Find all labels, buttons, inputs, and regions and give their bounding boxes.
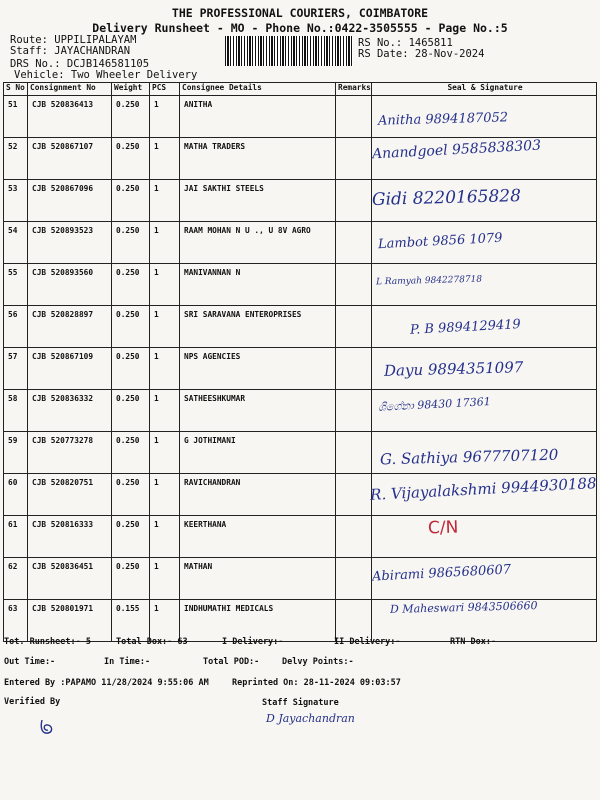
row-remarks — [336, 180, 372, 222]
row-consignee-text: MANIVANNAN N — [184, 268, 241, 277]
row-sno — [4, 432, 28, 474]
staff-signature-scrawl: D Jayachandran — [266, 712, 355, 725]
barcode-image — [225, 36, 353, 66]
row-consignee — [180, 264, 336, 306]
row-sno-text: 62 — [8, 562, 18, 571]
row-consignment-no-text: CJB 520828897 — [32, 310, 94, 319]
row-weight-text: 0.250 — [116, 226, 140, 235]
handwritten-signature: Gidi 8220165828 — [371, 186, 522, 210]
ii-delivery: II Delivery:- — [334, 637, 401, 647]
row-pcs — [150, 390, 180, 432]
row-weight — [112, 306, 150, 348]
row-consignee — [180, 432, 336, 474]
row-sno — [4, 600, 28, 642]
row-pcs-text: 1 — [154, 184, 159, 193]
handwritten-signature: ශිගේනා 98430 17361 — [377, 395, 492, 414]
row-weight-text: 0.250 — [116, 562, 140, 571]
row-consignment-no-text: CJB 520893523 — [32, 226, 94, 235]
row-consignment-no — [28, 264, 112, 306]
row-weight-text: 0.250 — [116, 310, 140, 319]
row-consignee-text: JAI SAKTHI STEELS — [184, 184, 264, 193]
row-remarks — [336, 138, 372, 180]
row-remarks — [336, 390, 372, 432]
row-remarks — [336, 516, 372, 558]
entered-by: Entered By :PAPAMO 11/28/2024 9:55:06 AM — [4, 678, 209, 688]
in-time: In Time:- — [104, 657, 151, 667]
row-consignment-no-text: CJB 520867096 — [32, 184, 94, 193]
rs-date: RS Date: 28-Nov-2024 — [358, 48, 485, 60]
delvy-points: Delvy Points:- — [282, 657, 354, 667]
row-remarks — [336, 264, 372, 306]
row-consignee — [180, 390, 336, 432]
row-weight — [112, 264, 150, 306]
row-remarks — [336, 558, 372, 600]
handwritten-signature: P. B 9894129419 — [409, 317, 522, 338]
row-sno-text: 59 — [8, 436, 18, 445]
row-consignee — [180, 138, 336, 180]
verifier-signature-mark — [36, 716, 58, 738]
row-weight-text: 0.250 — [116, 142, 140, 151]
row-pcs-text: 1 — [154, 604, 159, 613]
table-row — [4, 516, 597, 558]
row-consignment-no — [28, 96, 112, 138]
row-consignment-no — [28, 138, 112, 180]
row-weight — [112, 96, 150, 138]
row-consignment-no — [28, 516, 112, 558]
col-consignment: Consignment No — [28, 83, 112, 96]
row-remarks — [336, 432, 372, 474]
row-consignment-no — [28, 222, 112, 264]
row-sno — [4, 264, 28, 306]
row-weight-text: 0.155 — [116, 604, 140, 613]
row-consignee — [180, 96, 336, 138]
staff-signature-label: Staff Signature — [262, 698, 339, 708]
row-consignee-text: ANITHA — [184, 100, 213, 109]
row-consignee — [180, 180, 336, 222]
row-remarks — [336, 222, 372, 264]
row-consignee-text: SATHEESHKUMAR — [184, 394, 246, 403]
row-consignment-no — [28, 306, 112, 348]
verified-by: Verified By — [4, 697, 61, 707]
row-remarks — [336, 348, 372, 390]
row-weight-text: 0.250 — [116, 436, 140, 445]
row-consignment-no — [28, 474, 112, 516]
row-consignment-no-text: CJB 520820751 — [32, 478, 94, 487]
handwritten-signature: Abirami 9865680607 — [371, 562, 512, 585]
row-weight — [112, 474, 150, 516]
row-remarks — [336, 96, 372, 138]
row-pcs — [150, 432, 180, 474]
row-remarks — [336, 600, 372, 642]
row-weight-text: 0.250 — [116, 520, 140, 529]
row-consignment-no — [28, 558, 112, 600]
row-pcs-text: 1 — [154, 394, 159, 403]
col-consignee: Consignee Details — [180, 83, 336, 96]
row-consignment-no-text: CJB 520836451 — [32, 562, 94, 571]
row-consignment-no — [28, 600, 112, 642]
row-pcs-text: 1 — [154, 478, 159, 487]
row-pcs — [150, 138, 180, 180]
row-consignee-text: NPS AGENCIES — [184, 352, 241, 361]
handwritten-signature: R. Vijayalakshmi 9944930188 — [369, 474, 597, 504]
table-row — [4, 390, 597, 432]
row-weight — [112, 432, 150, 474]
row-sno — [4, 348, 28, 390]
row-weight — [112, 222, 150, 264]
row-consignment-no — [28, 180, 112, 222]
handwritten-signature: Anandgoel 9585838303 — [371, 137, 542, 163]
row-weight — [112, 348, 150, 390]
col-seal-signature: Seal & Signature — [372, 83, 597, 96]
rs-number: RS No.: 1465811 — [358, 37, 453, 49]
row-pcs-text: 1 — [154, 100, 159, 109]
i-delivery: I Delivery:- — [222, 637, 284, 647]
row-consignee-text: INDHUMATHI MEDICALS — [184, 604, 274, 613]
row-pcs-text: 1 — [154, 562, 159, 571]
row-pcs-text: 1 — [154, 268, 159, 277]
row-sno-text: 55 — [8, 268, 18, 277]
row-sno-text: 57 — [8, 352, 18, 361]
row-sno — [4, 558, 28, 600]
row-sno-text: 54 — [8, 226, 18, 235]
row-consignee — [180, 516, 336, 558]
row-consignee-text: MATHAN — [184, 562, 213, 571]
row-pcs — [150, 222, 180, 264]
row-pcs — [150, 96, 180, 138]
row-weight — [112, 180, 150, 222]
row-consignment-no-text: CJB 520867107 — [32, 142, 94, 151]
row-pcs — [150, 474, 180, 516]
row-consignee-text: RAAM MOHAN N U ., U 8V AGRO — [184, 226, 311, 235]
row-consignment-no — [28, 432, 112, 474]
row-pcs-text: 1 — [154, 520, 159, 529]
table-row — [4, 222, 597, 264]
tot-runsheet: Tot. Runsheet:- 5 — [4, 637, 91, 647]
row-consignment-no-text: CJB 520893560 — [32, 268, 94, 277]
runsheet-subtitle: Delivery Runsheet - MO - Phone No.:0422-3505555 - Page No.:5 — [92, 21, 508, 35]
row-pcs — [150, 516, 180, 558]
row-consignment-no — [28, 348, 112, 390]
row-weight-text: 0.250 — [116, 100, 140, 109]
row-pcs — [150, 306, 180, 348]
row-consignment-no-text: CJB 520773278 — [32, 436, 94, 445]
row-sno — [4, 96, 28, 138]
row-consignee-text: RAVICHANDRAN — [184, 478, 241, 487]
row-consignee-text: KEERTHANA — [184, 520, 227, 529]
table-row — [4, 264, 597, 306]
row-weight-text: 0.250 — [116, 394, 140, 403]
handwritten-signature: Anitha 9894187052 — [377, 110, 509, 129]
row-pcs — [150, 558, 180, 600]
handwritten-signature: G. Sathiya 9677707120 — [379, 445, 559, 469]
row-consignee — [180, 222, 336, 264]
col-sno: S No — [4, 83, 28, 96]
row-pcs — [150, 264, 180, 306]
row-sno — [4, 222, 28, 264]
row-weight — [112, 390, 150, 432]
row-pcs-text: 1 — [154, 142, 159, 151]
row-sno-text: 52 — [8, 142, 18, 151]
row-sno-text: 61 — [8, 520, 18, 529]
row-sno-text: 60 — [8, 478, 18, 487]
handwritten-signature: Dayu 9894351097 — [383, 358, 524, 380]
route-label: Route: UPPILIPALAYAM — [10, 34, 137, 46]
row-pcs — [150, 348, 180, 390]
row-consignee — [180, 600, 336, 642]
row-sno-text: 53 — [8, 184, 18, 193]
row-sno-text: 58 — [8, 394, 18, 403]
row-pcs-text: 1 — [154, 310, 159, 319]
row-weight-text: 0.250 — [116, 184, 140, 193]
row-sno — [4, 474, 28, 516]
total-dox: Total Dox:- 63 — [116, 637, 188, 647]
table-header-row — [4, 83, 597, 96]
row-sno — [4, 306, 28, 348]
row-sno-text: 56 — [8, 310, 18, 319]
row-pcs-text: 1 — [154, 436, 159, 445]
row-consignment-no-text: CJB 520816333 — [32, 520, 94, 529]
vehicle-label: Vehicle: Two Wheeler Delivery — [14, 69, 198, 81]
row-weight — [112, 138, 150, 180]
row-consignee — [180, 348, 336, 390]
row-weight — [112, 516, 150, 558]
staff-label: Staff: JAYACHANDRAN — [10, 45, 131, 57]
row-pcs-text: 1 — [154, 352, 159, 361]
row-seal-signature — [372, 516, 597, 558]
row-consignee — [180, 306, 336, 348]
handwritten-signature: C/N — [427, 517, 459, 539]
col-weight: Weight — [112, 83, 150, 96]
reprinted-on: Reprinted On: 28-11-2024 09:03:57 — [232, 678, 401, 688]
out-time: Out Time:- — [4, 657, 56, 667]
handwritten-signature: L Ramyah 9842278718 — [375, 274, 483, 288]
row-remarks — [336, 306, 372, 348]
handwritten-signature: Lambot 9856 1079 — [377, 230, 503, 253]
row-weight-text: 0.250 — [116, 352, 140, 361]
row-sno — [4, 138, 28, 180]
row-sno-text: 63 — [8, 604, 18, 613]
row-sno — [4, 390, 28, 432]
row-consignment-no-text: CJB 520836332 — [32, 394, 94, 403]
row-sno-text: 51 — [8, 100, 18, 109]
drs-number: DRS No.: DCJB146581105 — [10, 58, 150, 70]
row-pcs — [150, 180, 180, 222]
row-consignee — [180, 558, 336, 600]
row-weight-text: 0.250 — [116, 478, 140, 487]
row-consignee-text: MATHA TRADERS — [184, 142, 246, 151]
row-sno — [4, 516, 28, 558]
handwritten-signature: D Maheswari 9843506660 — [389, 599, 538, 616]
row-consignment-no-text: CJB 520801971 — [32, 604, 94, 613]
row-weight — [112, 558, 150, 600]
row-consignee-text: G JOTHIMANI — [184, 436, 236, 445]
row-consignment-no-text: CJB 520867109 — [32, 352, 94, 361]
row-weight-text: 0.250 — [116, 268, 140, 277]
row-weight — [112, 600, 150, 642]
row-consignee — [180, 474, 336, 516]
row-sno — [4, 180, 28, 222]
col-pcs: PCS — [150, 83, 180, 96]
row-remarks — [336, 474, 372, 516]
row-pcs — [150, 600, 180, 642]
row-consignment-no — [28, 390, 112, 432]
row-consignment-no-text: CJB 520836413 — [32, 100, 94, 109]
company-title: THE PROFESSIONAL COURIERS, COIMBATORE — [171, 6, 429, 20]
col-remarks: Remarks — [336, 83, 372, 96]
total-pod: Total POD:- — [203, 657, 260, 667]
row-consignee-text: SRI SARAVANA ENTEROPRISES — [184, 310, 302, 319]
row-pcs-text: 1 — [154, 226, 159, 235]
rtn-dox: RTN Dox:- — [450, 637, 497, 647]
